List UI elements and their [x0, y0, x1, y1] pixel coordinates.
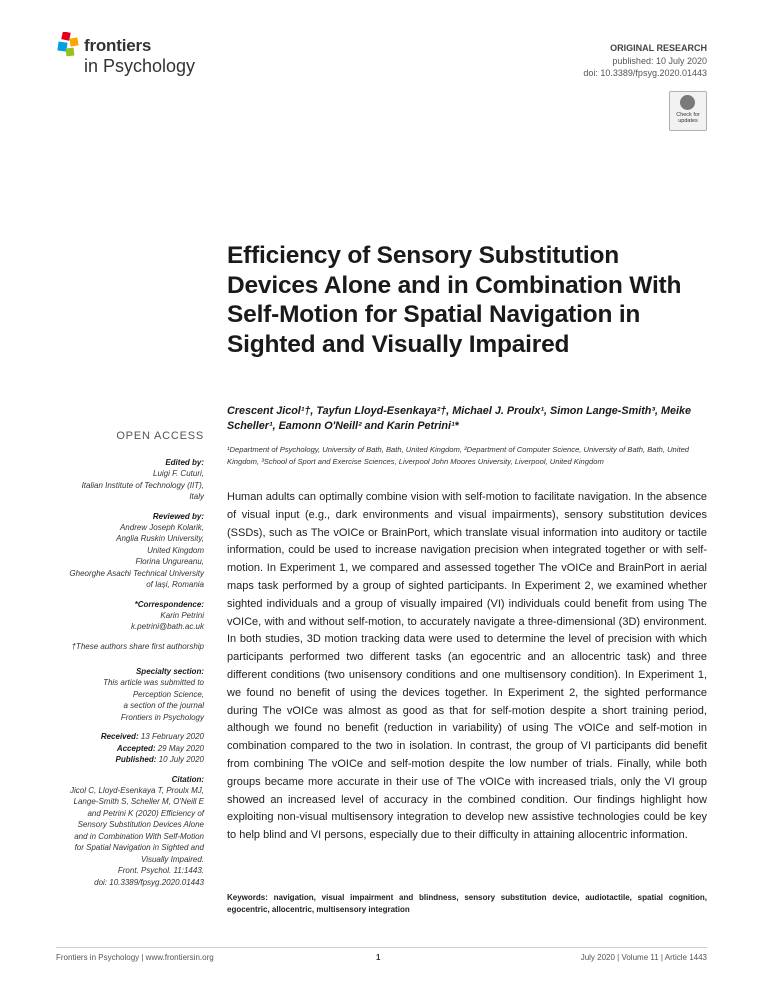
reviewer-line: Gheorghe Asachi Technical University — [69, 568, 204, 578]
citation-line: Visually Impaired. — [141, 854, 204, 864]
citation-line: Lange-Smith S, Scheller M, O'Neill E — [73, 797, 204, 806]
page-number: 1 — [376, 953, 381, 962]
correspondence-heading: *Correspondence: — [134, 599, 204, 609]
reviewer-line: Anglia Ruskin University, — [116, 534, 204, 543]
citation-line: and in Combination With Self-Motion — [74, 831, 204, 841]
citation-line: and Petrini K (2020) Efficiency of — [87, 808, 204, 818]
specialty-line: Perception Science, — [132, 689, 204, 699]
logo-wordmark: frontiers — [84, 36, 152, 55]
specialty-line: a section of the journal — [123, 701, 204, 710]
published-date: published: 10 July 2020 — [612, 56, 707, 66]
correspondence-email[interactable]: k.petrini@bath.ac.uk — [130, 622, 204, 631]
citation-line: Front. Psychol. 11:1443. — [117, 866, 204, 875]
open-access-label: OPEN ACCESS — [116, 430, 204, 442]
citation-line: Jicol C, Lloyd-Esenkaya T, Proulx MJ, — [70, 785, 204, 795]
published-date-sidebar: Published: 10 July 2020 — [115, 755, 204, 764]
journal-logo — [56, 30, 216, 82]
edited-by-heading: Edited by: — [165, 458, 204, 467]
citation-line: Sensory Substitution Devices Alone — [77, 820, 204, 829]
shared-authorship-footnote: †These authors share first authorship — [71, 641, 204, 651]
article-type: ORIGINAL RESEARCH — [610, 43, 707, 53]
editor-line: Italian Institute of Technology (IIT), — [81, 480, 204, 490]
article-title: Efficiency of Sensory Substitution Devices Alone and in Combination With Self-Motion for Spatial Navigation in Sighted and Visually Impaired — [227, 242, 682, 358]
citation-heading: Citation: — [171, 774, 204, 784]
accepted-date: Accepted: 29 May 2020 — [116, 743, 204, 753]
author-list: Crescent Jicol¹†, Tayfun Lloyd-Esenkaya²†, Michael J. Proulx¹, Simon Lange-Smith³, Meike Scheller¹, Eamonn O'Neill² and Karin Petrini¹* — [227, 405, 691, 432]
reviewer-line: Florina Ungureanu, — [135, 557, 204, 566]
reviewer-line: Andrew Joseph Kolarik, — [119, 522, 204, 532]
doi-link[interactable]: doi: 10.3389/fpsyg.2020.01443 — [583, 68, 707, 78]
affiliations: ¹Department of Psychology, University of Bath, Bath, United Kingdom, ²Department of Computer Science, University of Bath, Bath, United Kingdom, ³School of Sport and Exercise Sciences, Liverpool John Moores University, Liverpool, United Kingdom — [227, 445, 690, 466]
logo-journal-name: in Psychology — [84, 56, 196, 76]
editor-line: Luigi F. Cuturi, — [153, 469, 204, 478]
keywords: Keywords: navigation, visual impairment and blindness, sensory substitution device, audiotactile, spatial cognition, egocentric, allocentric, multisensory integration — [227, 893, 707, 914]
received-date: Received: 13 February 2020 — [100, 732, 204, 741]
reviewed-by-heading: Reviewed by: — [152, 511, 204, 521]
check-for-updates-badge[interactable] — [669, 91, 707, 131]
citation-line: for Spatial Navigation in Sighted and — [74, 843, 204, 852]
specialty-line: Frontiers in Psychology — [120, 712, 204, 722]
footer-divider — [56, 947, 707, 948]
reviewer-line: United Kingdom — [147, 545, 204, 555]
crossmark-icon — [680, 95, 695, 110]
footer-issue-info: July 2020 | Volume 11 | Article 1443 — [580, 953, 707, 962]
footer-journal-link[interactable]: Frontiers in Psychology | www.frontiersin.org — [56, 953, 214, 962]
editor-line: Italy — [189, 492, 204, 501]
article-sidebar — [56, 430, 204, 888]
specialty-heading: Specialty section: — [135, 667, 204, 676]
abstract: Human adults can optimally combine vision with self-motion to facilitate navigation. In the absence of visual input (e.g., dark environments and visual impairments), sensory substitution devices (SSDs), such as The vOICe or BrainPort, which translate visual information into auditory or tactile information, could be used to increase navigation precision when integrated together or with self-motion. In Experiment 1, we compared and assessed together The vOICe and BrainPort in aerial maps task performed by a group of sighted participants. In Experiment 2, we examined whether sighted individuals and a group of visually impaired (VI) individuals could benefit from using The vOICe, with and without self-motion, to accurately navigate a three-dimensional (3D) environment. In both studies, 3D motion tracking data were used to determine the level of precision with which participants performed two different tasks (an egocentric and an allocentric task) and three different conditions (two unisensory conditions and one multisensory condition). In Experiment 1, we found no benefit of using the devices together. In Experiment 2, the sighted performance during The vOICe was almost as good as that for self-motion despite a short training period, although we found no benefit (reduction in variability) of using The vOICe and self-motion in combination compared to the two in isolation. In contrast, the group of VI participants did benefit from combining The vOICe and self-motion despite the low number of trials. Finally, while both groups became more accurate in their use of The vOICe with increased trials, only the VI group showed an increased level of accuracy in the combined condition. Our findings highlight how exploiting non-visual multisensory integration to develop new assistive technologies could be key to help blind and VI persons, especially due to their difficulty in attaining allocentric information. — [227, 491, 707, 842]
correspondence-name: Karin Petrini — [160, 610, 204, 620]
check-for-updates-label: Check for updates — [676, 112, 700, 124]
reviewer-line: of Iași, Romania — [146, 580, 204, 589]
frontiers-logo-icon — [56, 32, 82, 58]
citation-doi[interactable]: doi: 10.3389/fpsyg.2020.01443 — [94, 877, 204, 887]
specialty-line: This article was submitted to — [103, 678, 204, 687]
